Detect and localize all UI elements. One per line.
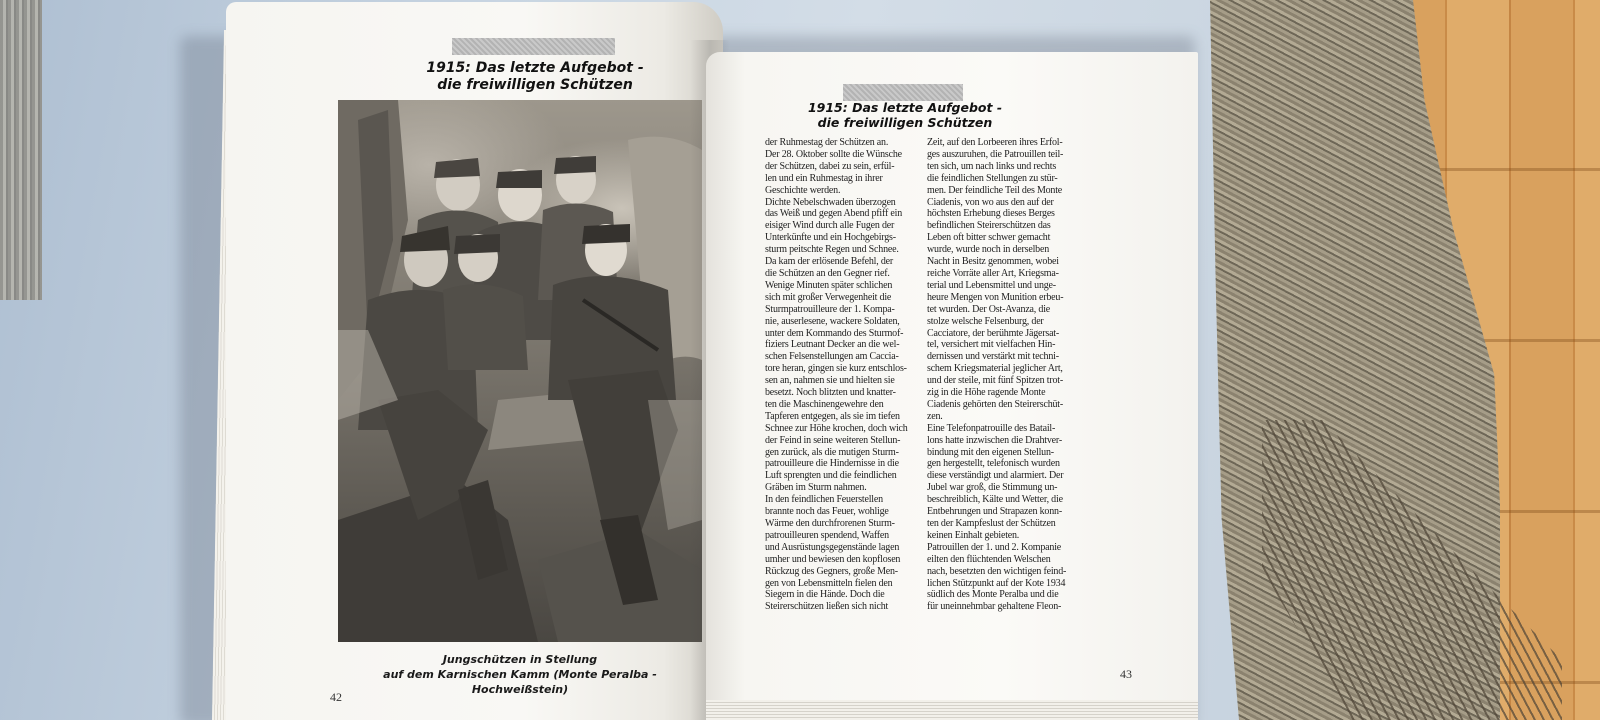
text-line: schen Felsenstellungen am Caccia- — [765, 351, 899, 363]
text-line: Leben oft bitter schwer gemacht — [927, 232, 1051, 244]
text-line: wurde, wurde noch in derselben — [927, 244, 1050, 256]
text-line: für uneinnehmbar gehaltene Fleon- — [927, 601, 1062, 613]
text-line: befindlichen Steirerschützen das — [927, 220, 1051, 232]
text-line: Patrouillen der 1. und 2. Kompanie — [927, 541, 1062, 553]
text-column-left — [765, 137, 947, 613]
text-line: und der steile, mit fünf Spitzen trot- — [927, 375, 1063, 387]
text-line: sich mit großer Verwegenheit die — [765, 291, 892, 303]
text-line: tore heran, gingen sie kurz entschlos- — [765, 363, 907, 375]
text-line: men. Der feindliche Teil des Monte — [927, 184, 1063, 196]
text-line: eisiger Wind durch alle Fugen der — [765, 220, 895, 232]
text-line: Tapferen entgegen, als sie im tiefen — [765, 410, 900, 422]
text-line: das Weiß und gegen Abend pfiff ein — [765, 208, 902, 220]
text-line: schem Kriegsmaterial jeglicher Art, — [927, 363, 1063, 375]
text-line: patrouilleuren spendend, Waffen — [765, 529, 889, 541]
text-line: ten sich, um nach links und rechts — [927, 160, 1057, 172]
text-line: gen zurück, als die mutigen Sturm- — [765, 446, 899, 458]
text-line: In den feindlichen Feuerstellen — [765, 494, 883, 506]
text-line: Da kam der erlösende Befehl, der — [765, 256, 893, 268]
text-line: lichen Stützpunkt auf der Kote 1934 — [927, 577, 1066, 589]
text-line: reiche Vorräte aller Art, Kriegsma- — [927, 267, 1059, 279]
text-line: zig in die Höhe ragende Monte — [927, 387, 1046, 399]
text-line: die feindlichen Stellungen zu stür- — [927, 172, 1058, 184]
text-line: Luft sprengten und die feindlichen — [765, 470, 897, 482]
right-page-number: 43 — [1120, 667, 1132, 681]
text-line: dernissen und verstärkt mit techni- — [927, 351, 1059, 363]
text-line: und Ausrüstungsgegenstände lagen — [765, 541, 900, 553]
text-line: Der 28. Oktober sollte die Wünsche — [765, 148, 902, 160]
text-line: die Schützen an den Gegner rief. — [765, 267, 890, 279]
text-line: südlich des Monte Peralba und die — [927, 589, 1059, 601]
text-line: keinen Einhalt gebieten. — [927, 529, 1020, 541]
text-line: Ciadenis, von wo aus den auf der — [927, 196, 1054, 208]
right-heading-line1: 1915: Das letzte Aufgebot - — [807, 100, 1003, 115]
text-line: len und ein Ruhmestag in ihrer — [765, 172, 883, 184]
text-line: nie, auserlesene, wackere Soldaten, — [765, 315, 900, 327]
text-column-right — [927, 137, 1133, 613]
text-line: gen hergestellt, telefonisch wurden — [927, 458, 1060, 470]
right-heading-line2: die freiwilligen Schützen — [817, 115, 993, 130]
text-line: ten der Kampfeslust der Schützen — [927, 518, 1056, 529]
text-line: Geschichte werden. — [765, 184, 841, 196]
text-line: eilten den flüchtenden Welschen — [927, 553, 1051, 565]
text-line: sturm peitschte Regen und Schnee. — [765, 244, 899, 256]
text-line: der Feind in seine weiteren Stellun- — [765, 434, 901, 446]
text-line: tet wurden. Der Ost-Avanza, die — [927, 303, 1051, 315]
text-line: Eine Telefonpatrouille des Batail- — [927, 422, 1056, 434]
left-page-number: 42 — [330, 690, 342, 704]
text-line: brannte noch das Feuer, wohlige — [765, 506, 889, 518]
rug-corner-left — [0, 0, 42, 300]
text-line: umher und bewiesen den kopflosen — [765, 553, 901, 565]
text-line: der Schützen, dabei zu sein, erfül- — [765, 160, 895, 172]
text-line: der Ruhmestag der Schützen an. — [765, 137, 889, 148]
text-line: patrouilleure die Hindernisse in die — [765, 458, 899, 470]
left-page-heading — [400, 60, 670, 94]
text-line: ges auszuruhen, die Patrouillen teil- — [927, 148, 1064, 160]
text-line: Rückzug des Gegners, große Men- — [765, 565, 898, 577]
right-page-heading — [790, 100, 1020, 130]
caption-line1: Jungschützen in Stellung — [442, 653, 598, 666]
text-line: Ciadenis gehörten den Steirerschüt- — [927, 398, 1064, 410]
text-line: lons hatte inzwischen die Drahtver- — [927, 434, 1062, 446]
text-line: ten die Maschinengewehre den — [765, 398, 884, 410]
text-line: besetzt. Noch blitzten und knatter- — [765, 387, 896, 399]
text-line: Unterkünfte und ein Hochgebirgs- — [765, 232, 896, 244]
text-line: unter dem Kommando des Sturmof- — [765, 327, 904, 339]
text-line: diese verständigt und alarmiert. Der — [927, 470, 1064, 482]
text-line: Cacciatore, der berühmte Jägersat- — [927, 327, 1060, 339]
text-line: Nacht in Besitz genommen, wobei — [927, 256, 1059, 268]
soldiers-photo — [338, 100, 702, 642]
text-line: fiziers Leutnant Decker an die wel- — [765, 339, 900, 351]
text-line: nach, besetzten den wichtigen feind- — [927, 565, 1067, 577]
text-line: beschreiblich, Kälte und Wetter, die — [927, 494, 1063, 506]
left-heading-line1: 1915: Das letzte Aufgebot - — [426, 60, 644, 76]
text-line: heure Mengen von Munition erbeu- — [927, 291, 1064, 303]
text-line: Steirerschützen ließen sich nicht — [765, 601, 889, 613]
text-line: bindung mit den eigenen Stellun- — [927, 446, 1054, 458]
text-line: tel, versichert mit vielfachen Hin- — [927, 339, 1056, 351]
caption-line2: auf dem Karnischen Kamm (Monte Peralba - Hochweißstein) — [383, 668, 657, 696]
text-line: Wenige Minuten später schlichen — [765, 279, 893, 291]
text-line: höchsten Erhebung dieses Berges — [927, 208, 1055, 220]
heading-grey-bar-right — [843, 84, 963, 101]
text-line: Zeit, auf den Lorbeeren ihres Erfol- — [927, 137, 1063, 148]
photo-caption — [338, 652, 702, 697]
text-line: zen. — [927, 410, 943, 422]
text-line: Schnee zur Höhe krochen, doch wich — [765, 422, 908, 434]
soldiers-photo-drawing — [338, 100, 702, 642]
text-line: gen von Lebensmitteln fielen den — [765, 577, 893, 589]
heading-grey-bar-left — [452, 38, 615, 55]
text-line: stolze welsche Felsenburg, der — [927, 315, 1044, 327]
text-line: Siegern in die Hände. Doch die — [765, 589, 885, 601]
text-line: Wärme den durchfrorenen Sturm- — [765, 518, 895, 529]
text-line: sen an, nahmen sie und hielten sie — [765, 375, 895, 387]
right-page-edges — [706, 700, 1198, 720]
text-line: Entbehrungen und Strapazen konn- — [927, 506, 1062, 518]
left-heading-line2: die freiwilligen Schützen — [437, 76, 633, 93]
text-line: Dichte Nebelschwaden überzogen — [765, 196, 896, 208]
text-line: Sturmpatrouilleure der 1. Kompa- — [765, 303, 895, 315]
text-line: terial und Lebensmittel und unge- — [927, 279, 1056, 291]
text-line: Jubel war groß, die Stimmung un- — [927, 482, 1058, 494]
text-line: Gräben im Sturm nahmen. — [765, 482, 867, 494]
